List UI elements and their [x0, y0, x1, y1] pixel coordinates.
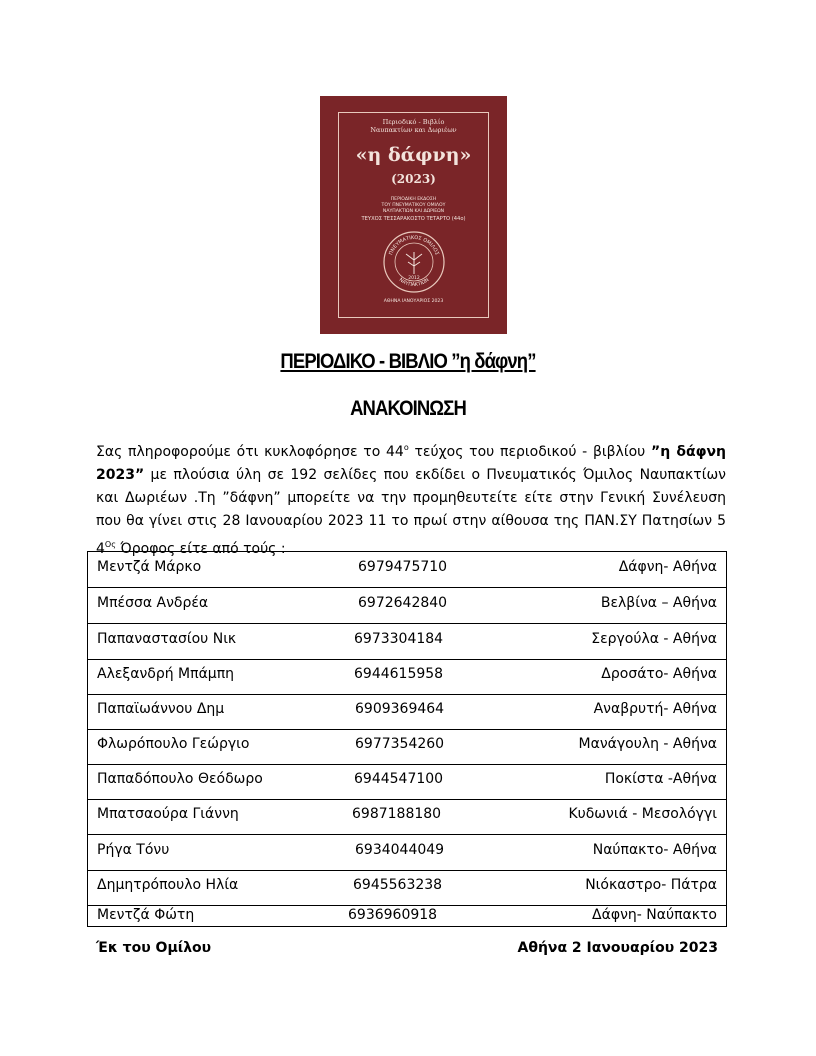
- contact-place: Ποκίστα -Αθήνα: [604, 771, 717, 787]
- contact-name: Μεντζά Φώτη: [97, 907, 195, 923]
- footer-signature: Έκ του Ομίλου: [96, 940, 212, 956]
- contact-place: Αναβρυτή- Αθήνα: [593, 701, 717, 717]
- contact-phone: 6944547100: [354, 771, 444, 787]
- table-row: [88, 905, 726, 926]
- contact-phone: 6987188180: [352, 806, 442, 822]
- seal-bottom-text: ΝΑΥΠΑΚΤΙΩΝ: [397, 277, 431, 289]
- seal-year: 2012: [408, 276, 420, 281]
- table-row: [88, 659, 726, 695]
- contact-place: Κυδωνιά - Μεσολόγγι: [568, 806, 717, 822]
- page-title: ΠΕΡΙΟΔΙΚΟ - ΒΙΒΛΙΟ ”η δάφνη”: [280, 350, 536, 373]
- announcement-heading: ΑΝΑΚΟΙΝΩΣΗ: [350, 397, 466, 420]
- announcement-paragraph: [96, 436, 726, 561]
- cover-line2: Ναυπακτίων και Δωριέων: [370, 126, 457, 134]
- contact-phone: 6973304184: [354, 631, 444, 647]
- contact-name: Παπαναστασίου Νικ: [97, 631, 237, 647]
- cover-sub1: ΠΕΡΙΟΔΙΚΗ ΕΚΔΟΣΗ: [390, 197, 437, 202]
- contact-place: Μανάγουλη - Αθήνα: [578, 736, 717, 752]
- contact-phone: 6934044049: [355, 842, 445, 858]
- contact-place: Δάφνη- Ναύπακτο: [592, 907, 717, 923]
- para-sup-2: Ος: [104, 540, 116, 549]
- contact-name: Ρήγα Τόνυ: [97, 842, 170, 858]
- contact-place: Σεργούλα - Αθήνα: [591, 631, 717, 647]
- contact-phone: 6944615958: [354, 666, 444, 682]
- cover-sub3: ΝΑΥΠΑΚΤΙΩΝ ΚΑΙ ΔΩΡΙΕΩΝ: [382, 209, 445, 214]
- para-text-2: τεύχος του περιοδικού - βιβλίου: [408, 444, 646, 460]
- table-row: [88, 870, 726, 906]
- cover-line1: Περιοδικό - Βιβλίο: [382, 118, 445, 126]
- contact-phone: 6909369464: [355, 701, 445, 717]
- table-row: [88, 835, 726, 871]
- seal-top-text: ΠΝΕΥΜΑΤΙΚΟΣ ΟΜΙΛΟΣ: [388, 234, 440, 257]
- contact-phone: 6972642840: [358, 595, 448, 611]
- table-row: [88, 729, 726, 765]
- para-bold-title: ”η δάφνη 2023”: [96, 444, 727, 483]
- table-row: [88, 694, 726, 730]
- contact-name: Παπαδόπουλο Θεόδωρο: [97, 771, 263, 787]
- contact-phone: 6945563238: [353, 877, 443, 893]
- para-text-1: Σας πληροφορούμε ότι κυκλοφόρησε το 44: [96, 444, 404, 460]
- cover-sub4: ΤΕΥΧΟΣ ΤΕΣΣΑΡΑΚΟΣΤΟ ΤΕΤΑΡΤΟ (44ο): [361, 216, 466, 222]
- contact-name: Δημητρόπουλο Ηλία: [97, 877, 239, 893]
- seal-icon: [382, 230, 446, 294]
- contact-place: Νιόκαστρο- Πάτρα: [585, 877, 717, 893]
- contact-place: Δροσάτο- Αθήνα: [601, 666, 717, 682]
- cover-year: (2023): [391, 172, 436, 186]
- contact-phone: 6936960918: [348, 907, 438, 923]
- contact-phone: 6979475710: [358, 559, 448, 575]
- contact-name: Παπαϊωάννου Δημ: [97, 701, 225, 717]
- footer-date: Αθήνα 2 Ιανουαρίου 2023: [517, 940, 718, 956]
- para-sup-1: ο: [403, 443, 409, 452]
- cover-title: «η δάφνη»: [355, 144, 472, 166]
- table-row: [88, 552, 726, 588]
- contacts-table: [87, 551, 727, 927]
- table-row: [88, 588, 726, 624]
- cover-footer: ΑΘΗΝΑ ΙΑΝΟΥΑΡΙΟΣ 2023: [383, 299, 444, 304]
- para-text-4: Όροφος είτε από τούς :: [115, 541, 286, 557]
- table-row: [88, 624, 726, 660]
- contact-place: Βελβίνα – Αθήνα: [600, 595, 717, 611]
- contact-name: Μεντζά Μάρκο: [97, 559, 202, 575]
- contact-name: Μπέσσα Ανδρέα: [97, 595, 209, 611]
- contact-name: Αλεξανδρή Μπάμπη: [97, 666, 235, 682]
- contact-phone: 6977354260: [355, 736, 445, 752]
- book-cover-image: [320, 96, 507, 334]
- table-row: [88, 764, 726, 800]
- contact-name: Μπατσαούρα Γιάννη: [97, 806, 239, 822]
- para-text-3: με πλούσια ύλη σε 192 σελίδες που εκδίδει ο Πνευματικός Όμιλος Ναυπακτίων και Δωριέων .Τη ”δάφνη” μπορείτε να την προμηθευτείτε είτε στην Γενική Συνέλευση που θα γίνει στις 28 Ιανουαρίου 2023 11 το πρωί στην αίθουσα της ΠΑΝ.ΣΥ Πατησίων 5 4: [96, 467, 726, 557]
- contact-place: Δάφνη- Αθήνα: [618, 559, 717, 575]
- table-row: [88, 799, 726, 835]
- cover-sub2: ΤΟΥ ΠΝΕΥΜΑΤΙΚΟΥ ΟΜΙΛΟΥ: [381, 203, 446, 208]
- contact-place: Ναύπακτο- Αθήνα: [592, 842, 717, 858]
- contact-name: Φλωρόπουλο Γεώργιο: [97, 736, 250, 752]
